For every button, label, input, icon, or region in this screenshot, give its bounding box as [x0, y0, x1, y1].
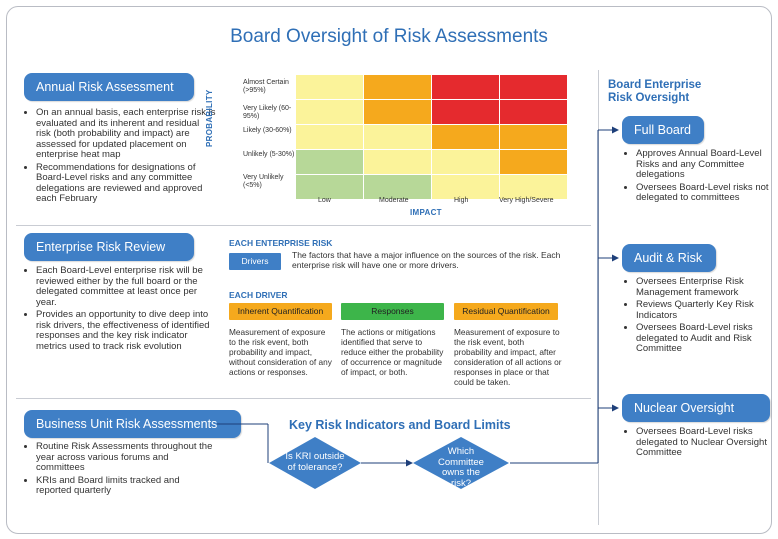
enterprise-bullet-2: • Provides an opportunity to dive deep into risk drivers, the effectiveness of identified responses and the key risk indicator metrics used to track risk evolution	[36, 310, 216, 352]
responses-tag: Responses	[341, 303, 444, 320]
audit-risk-pill: Audit & Risk	[622, 244, 716, 272]
col-label-low: Low	[318, 197, 331, 204]
board-enterprise-risk-oversight-heading: Board Enterprise Risk Oversight	[608, 79, 702, 104]
probability-axis-label: PROBABILITY	[205, 89, 214, 147]
kri-tolerance-diamond-label: Is KRI outside of tolerance?	[285, 451, 345, 473]
full-board-bullet-1: • Approves Annual Board-Level Risks and any Committee delegations	[636, 149, 774, 181]
col-label-high: High	[454, 197, 469, 204]
committee-owner-diamond-label: Which Committee owns the risk?	[438, 446, 484, 489]
each-driver-heading: EACH DRIVER	[229, 290, 288, 300]
audit-bullet-1: • Oversees Enterprise Risk Management framework	[636, 277, 774, 298]
full-board-bullet-2: • Oversees Board-Level risks not delegated to committees	[636, 183, 774, 204]
inherent-description: Measurement of exposure to the risk event, both probability and impact, without consideration of any actions or responses.	[229, 327, 332, 377]
full-board-bullets	[624, 149, 774, 206]
residual-description: Measurement of exposure to the risk event, both probability and impact, after consideration of all actions or responses in place or that could be taken.	[454, 327, 562, 387]
enterprise-bullet-1: • Each Board-Level enterprise risk will be reviewed either by the full board or the delegated committee at least once per year.	[36, 266, 216, 308]
nuclear-bullets	[624, 427, 776, 461]
enterprise-risk-review-pill: Enterprise Risk Review	[24, 233, 194, 261]
row-label-very-unlikely: Very Unlikely (<5%)	[243, 174, 284, 189]
business-bullet-2: • KRIs and Board limits tracked and reported quarterly	[36, 476, 216, 497]
drivers-tag: Drivers	[229, 253, 281, 270]
each-enterprise-risk-heading: EACH ENTERPRISE RISK	[229, 238, 333, 248]
business-unit-pill: Business Unit Risk Assessments	[24, 410, 241, 438]
audit-risk-bullets	[624, 277, 774, 357]
business-bullet-1: • Routine Risk Assessments throughout the year across various forums and committees	[36, 442, 216, 474]
full-board-pill: Full Board	[622, 116, 704, 144]
row-label-likely: Likely (30-60%)	[243, 127, 292, 134]
col-label-very-high: Very High/Severe	[499, 197, 554, 204]
residual-quantification-tag: Residual Quantification	[454, 303, 558, 320]
annual-bullet-1: • On an annual basis, each enterprise risk is evaluated and its inherent and residual risk (both probability and impact) are assessed for updated placement on enterprise heat map	[36, 108, 216, 161]
audit-bullet-3: • Oversees Board-Level risks delegated to Audit and Risk Committee	[636, 323, 774, 355]
audit-bullet-2: • Reviews Quarterly Key Risk Indicators	[636, 300, 774, 321]
impact-axis-label: IMPACT	[410, 208, 442, 217]
responses-description: The actions or mitigations identified that serve to reduce either the probability of occurrence or magnitude of impact, or both.	[341, 327, 444, 377]
inherent-quantification-tag: Inherent Quantification	[229, 303, 332, 320]
nuclear-bullet-1: • Oversees Board-Level risks delegated to Nuclear Oversight Committee	[636, 427, 776, 459]
annual-bullet-2: • Recommendations for designations of Board-Level risks and any committee delegations are reviewed and approved each February	[36, 163, 216, 205]
annual-risk-assessment-pill: Annual Risk Assessment	[24, 73, 194, 101]
col-label-moderate: Moderate	[379, 197, 409, 204]
kri-title: Key Risk Indicators and Board Limits	[289, 418, 511, 432]
drivers-description: The factors that have a major influence on the sources of the risk. Each enterprise risk will have one or more drivers.	[292, 250, 561, 270]
row-label-almost-certain: Almost Certain (>95%)	[243, 79, 289, 94]
row-label-unlikely: Unlikely (5-30%)	[243, 151, 295, 158]
row-label-very-likely: Very Likely (60-95%)	[243, 105, 292, 120]
nuclear-oversight-pill: Nuclear Oversight	[622, 394, 770, 422]
page-title: Board Oversight of Risk Assessments	[230, 26, 548, 47]
